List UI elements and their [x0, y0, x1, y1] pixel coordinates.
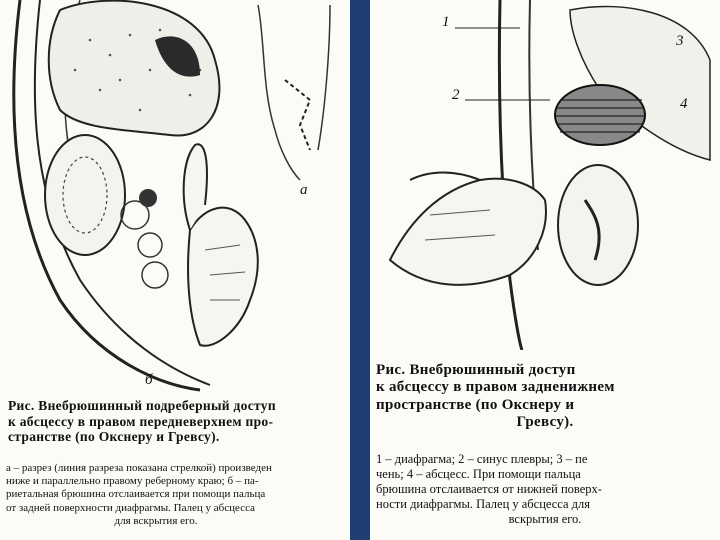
right-caption-body-line: ности диафрагмы. Палец у абсцесса для — [376, 497, 591, 511]
right-caption-title-line: пространстве (по Окснеру и — [376, 396, 575, 413]
right-caption-title-line: Рис. Внебрюшинный доступ — [376, 362, 576, 378]
right-caption-title-line: к абсцессу в правом задненижнем — [376, 379, 615, 396]
panel-divider — [350, 0, 370, 540]
right-anatomical-illustration — [370, 0, 720, 350]
left-caption-title — [8, 398, 344, 445]
right-caption-title — [376, 362, 714, 431]
label-1: 1 — [442, 14, 450, 30]
left-figure-panel — [0, 0, 350, 540]
figure-letter-a: а — [300, 182, 308, 198]
right-caption-body-line: 1 – диафрагма; 2 – синус плевры; 3 – пе — [376, 452, 588, 466]
right-figure-panel — [370, 0, 720, 540]
left-caption-body-line: а – разрез (линия разреза показана стрелкой) произведен — [6, 462, 272, 474]
left-caption-body — [6, 462, 346, 528]
right-caption-body — [376, 452, 714, 527]
left-caption-body-line: от задней поверхности диафрагмы. Палец у абсцесса — [6, 501, 255, 514]
figure-letter-b: б — [145, 372, 153, 388]
right-caption-body-line: брюшина отслаивается от нижней поверх- — [376, 482, 602, 496]
left-caption-title-line: странстве (по Окснеру и Гревсу). — [8, 429, 220, 445]
right-caption-body-line: чень; 4 – абсцесс. При помощи пальца — [376, 467, 581, 481]
left-caption-body-line: для вскрытия его. — [114, 514, 198, 527]
left-caption-body-line: ниже и параллельно правому реберному краю; б – па- — [6, 475, 259, 488]
label-3: 3 — [676, 33, 684, 49]
label-2: 2 — [452, 87, 460, 103]
left-caption-title-line: Рис. Внебрюшинный подреберный доступ — [8, 398, 276, 413]
left-anatomical-illustration — [0, 0, 350, 395]
label-4: 4 — [680, 96, 688, 112]
left-caption-title-line: к абсцессу в правом передневерхнем про- — [8, 413, 274, 429]
right-caption-body-line: вскрытия его. — [508, 512, 582, 526]
right-caption-title-line: Гревсу). — [516, 413, 574, 430]
left-caption-body-line: риетальная брюшина отслаивается при помощи пальца — [6, 488, 266, 501]
